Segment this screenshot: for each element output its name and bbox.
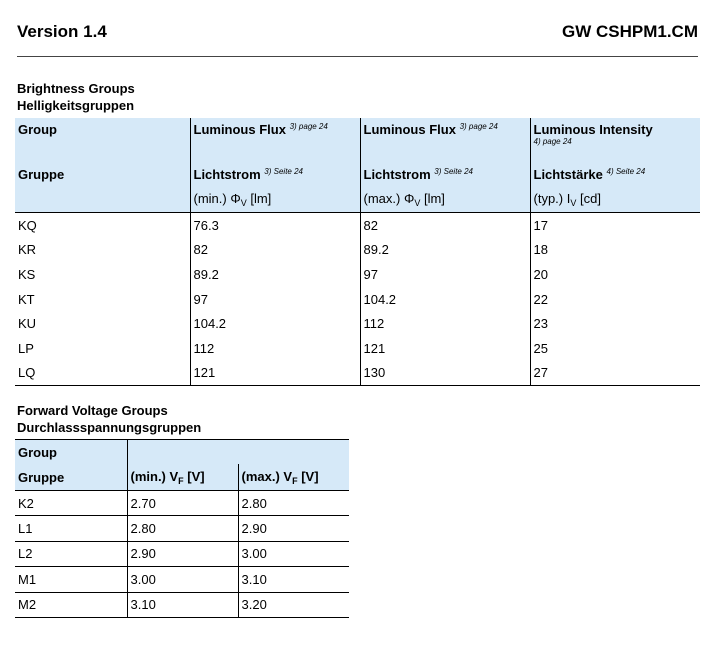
group-cell: KS (18, 266, 36, 282)
min-flux-cell: 82 (190, 238, 360, 263)
typ-intensity-cell: 27 (530, 361, 700, 386)
max-flux-cell: 97 (360, 262, 530, 287)
voltage-title-en: Forward Voltage Groups (17, 403, 168, 418)
table-row (15, 516, 349, 541)
vf-max-header: (max.) $V_F$ [V] (238, 464, 349, 491)
typ-intensity-cell: 20 (530, 262, 700, 287)
group-cell: KT (18, 291, 35, 307)
min-flux-cell: 112 (190, 336, 360, 361)
lichtstrom-min-header-de: Lichtstrom $^{3) Seite 24}$ (190, 162, 360, 186)
typ-intensity-cell: 17 (530, 213, 700, 238)
max-flux-cell: 104.2 (360, 287, 530, 312)
brightness-unit-row (15, 186, 700, 213)
lum-flux-min-header-en: Luminous Flux $^{3) page 24}$ (190, 118, 360, 162)
voltage-header-spacer (238, 440, 349, 465)
group-cell: KR (18, 242, 37, 258)
max-flux-cell: 112 (360, 311, 530, 336)
unit-typ-intensity: (typ.) $I_V$ [cd] (530, 186, 700, 213)
vf-min-cell: 3.00 (127, 567, 238, 592)
page-header (17, 22, 698, 44)
unit-max-flux: (max.) $\Phi_V$ [lm] (360, 186, 530, 213)
voltage-group-cell: K2 (15, 491, 127, 516)
vf-min-cell: 2.80 (127, 516, 238, 541)
table-row (15, 262, 700, 287)
header-rule (17, 56, 698, 57)
voltage-title-de: Durchlassspannungsgruppen (17, 420, 202, 435)
group-header-de: Gruppe (18, 166, 65, 182)
group-cell: LP (18, 340, 34, 356)
brightness-table (15, 118, 700, 386)
max-flux-cell: 89.2 (360, 238, 530, 263)
group-cell: KU (18, 316, 37, 332)
unit-min-flux: (min.) $\Phi_V$ [lm] (190, 186, 360, 213)
min-flux-cell: 76.3 (190, 213, 360, 238)
lichtstrom-max-header-de: Lichtstrom $^{3) Seite 24}$ (360, 162, 530, 186)
vf-max-cell: 3.00 (238, 541, 349, 566)
voltage-group-header-en: Group (15, 440, 127, 465)
vf-min-cell: 2.90 (127, 541, 238, 566)
voltage-group-header-de: Gruppe (18, 469, 65, 485)
lum-intensity-header-en: Luminous Intensity 4) page 24 (530, 118, 700, 162)
min-flux-cell: 104.2 (190, 311, 360, 336)
unit-cell-empty (15, 186, 190, 213)
max-flux-cell: 130 (360, 361, 530, 386)
table-row (15, 336, 700, 361)
table-row (15, 311, 700, 336)
max-flux-cell: 121 (360, 336, 530, 361)
table-row (15, 567, 349, 592)
vf-min-header: (min.) $V_F$ [V] (127, 464, 238, 491)
voltage-header-spacer (127, 440, 238, 465)
table-row (15, 287, 700, 312)
typ-intensity-cell: 25 (530, 336, 700, 361)
typ-intensity-cell: 22 (530, 287, 700, 312)
vf-min-cell: 3.10 (127, 592, 238, 617)
brightness-header-row-de (15, 162, 700, 186)
voltage-group-cell: L2 (15, 541, 127, 566)
part-number: GW CSHPM1.CM (562, 22, 698, 41)
voltage-group-cell: L1 (15, 516, 127, 541)
table-row (15, 541, 349, 566)
table-row (15, 238, 700, 263)
vf-max-cell: 3.20 (238, 592, 349, 617)
version-label: Version 1.4 (17, 22, 107, 41)
lum-flux-max-header-en: Luminous Flux $^{3) page 24}$ (360, 118, 530, 162)
brightness-title-en: Brightness Groups (17, 81, 135, 96)
group-cell: KQ (18, 217, 37, 233)
min-flux-cell: 89.2 (190, 262, 360, 287)
group-cell: LQ (15, 361, 190, 386)
vf-max-cell: 3.10 (238, 567, 349, 592)
group-header-en: Group (18, 122, 57, 137)
voltage-header-row-de (15, 464, 349, 491)
brightness-header-row-en (15, 118, 700, 162)
table-row (15, 361, 700, 386)
voltage-group-cell: M2 (15, 592, 127, 617)
table-row (15, 213, 700, 238)
table-row (15, 491, 349, 516)
brightness-section-title (17, 80, 135, 114)
vf-max-cell: 2.80 (238, 491, 349, 516)
brightness-title-de: Helligkeitsgruppen (17, 98, 135, 113)
typ-intensity-cell: 18 (530, 238, 700, 263)
min-flux-cell: 97 (190, 287, 360, 312)
lichtstaerke-header-de: Lichtstärke $^{4) Seite 24}$ (530, 162, 700, 186)
vf-max-cell: 2.90 (238, 516, 349, 541)
voltage-section-title (17, 402, 201, 436)
vf-min-cell: 2.70 (127, 491, 238, 516)
typ-intensity-cell: 23 (530, 311, 700, 336)
max-flux-cell: 82 (360, 213, 530, 238)
table-row (15, 592, 349, 617)
voltage-header-row-en (15, 440, 349, 465)
voltage-table (15, 439, 349, 618)
min-flux-cell: 121 (190, 361, 360, 386)
voltage-group-cell: M1 (15, 567, 127, 592)
